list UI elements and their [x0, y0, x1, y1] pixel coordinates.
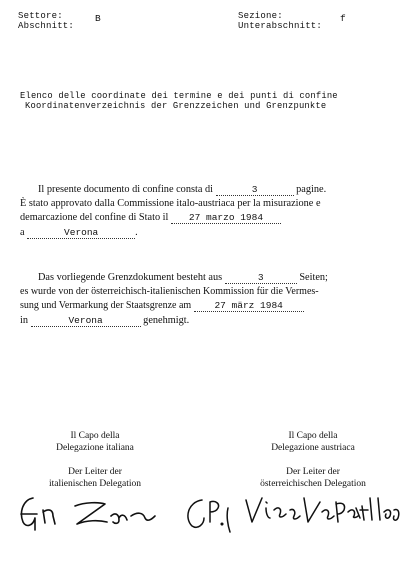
austrian-delegation-it-2: Delegazione austriaca	[271, 443, 355, 453]
german-line-1	[38, 272, 328, 284]
austrian-delegation-block	[248, 430, 378, 490]
italian-line-4-end: .	[135, 227, 138, 238]
unterabschnitt-label: Unterabschnitt:	[238, 21, 323, 31]
italian-pages-field: 3	[216, 185, 294, 196]
german-line-4-text: in	[20, 315, 29, 326]
italian-line-3	[20, 212, 281, 224]
austrian-delegation-de-1: Der Leiter der	[286, 467, 340, 477]
german-line-4	[20, 315, 189, 327]
italian-line-1-text: Il presente documento di confine consta di	[38, 184, 213, 195]
sezione-value: f	[340, 13, 346, 24]
german-pages-field: 3	[225, 273, 297, 284]
german-line-3	[20, 300, 304, 312]
german-line-3-text: sung und Vermarkung der Staatsgrenze am	[20, 300, 192, 311]
settore-label: Settore:	[18, 11, 63, 21]
italian-line-4-text: a	[20, 227, 25, 238]
italian-line-4	[20, 227, 138, 239]
abschnitt-label: Abschnitt:	[18, 21, 75, 31]
german-place-field: Verona	[31, 316, 141, 327]
italian-signature	[15, 490, 165, 535]
italian-line-3-text: demarcazione del confine di Stato il	[20, 212, 169, 223]
german-line-4-end: genehmigt.	[143, 315, 190, 326]
german-date-field: 27 märz 1984	[194, 301, 304, 312]
austrian-delegation-de-2: österreichischen Delegation	[260, 479, 366, 489]
italian-date-field: 27 marzo 1984	[171, 213, 281, 224]
italian-delegation-block	[30, 430, 160, 490]
austrian-delegation-it-1: Il Capo della	[288, 431, 338, 441]
german-line-1-end: Seiten;	[299, 272, 328, 283]
italian-line-2: È stato approvato dalla Commissione italo-austriaca per la misurazione e	[20, 198, 321, 209]
german-line-2: es wurde von der österreichisch-italienischen Kommission für die Vermes-	[20, 286, 319, 297]
italian-line-1	[38, 184, 326, 196]
austrian-signature	[182, 488, 406, 538]
title-german: Koordinatenverzeichnis der Grenzzeichen und Grenzpunkte	[25, 101, 327, 111]
italian-delegation-de-1: Der Leiter der	[68, 467, 122, 477]
sezione-label: Sezione:	[238, 11, 283, 21]
italian-delegation-it-2: Delegazione italiana	[56, 443, 134, 453]
italian-delegation-it-1: Il Capo della	[70, 431, 120, 441]
italian-place-field: Verona	[27, 228, 135, 239]
german-line-1-text: Das vorliegende Grenzdokument besteht aus	[38, 272, 223, 283]
title-italian: Elenco delle coordinate dei termine e dei punti di confine	[20, 91, 338, 101]
settore-value: B	[95, 13, 101, 24]
italian-delegation-de-2: italienischen Delegation	[48, 479, 142, 489]
italian-line-1-end: pagine.	[296, 184, 327, 195]
